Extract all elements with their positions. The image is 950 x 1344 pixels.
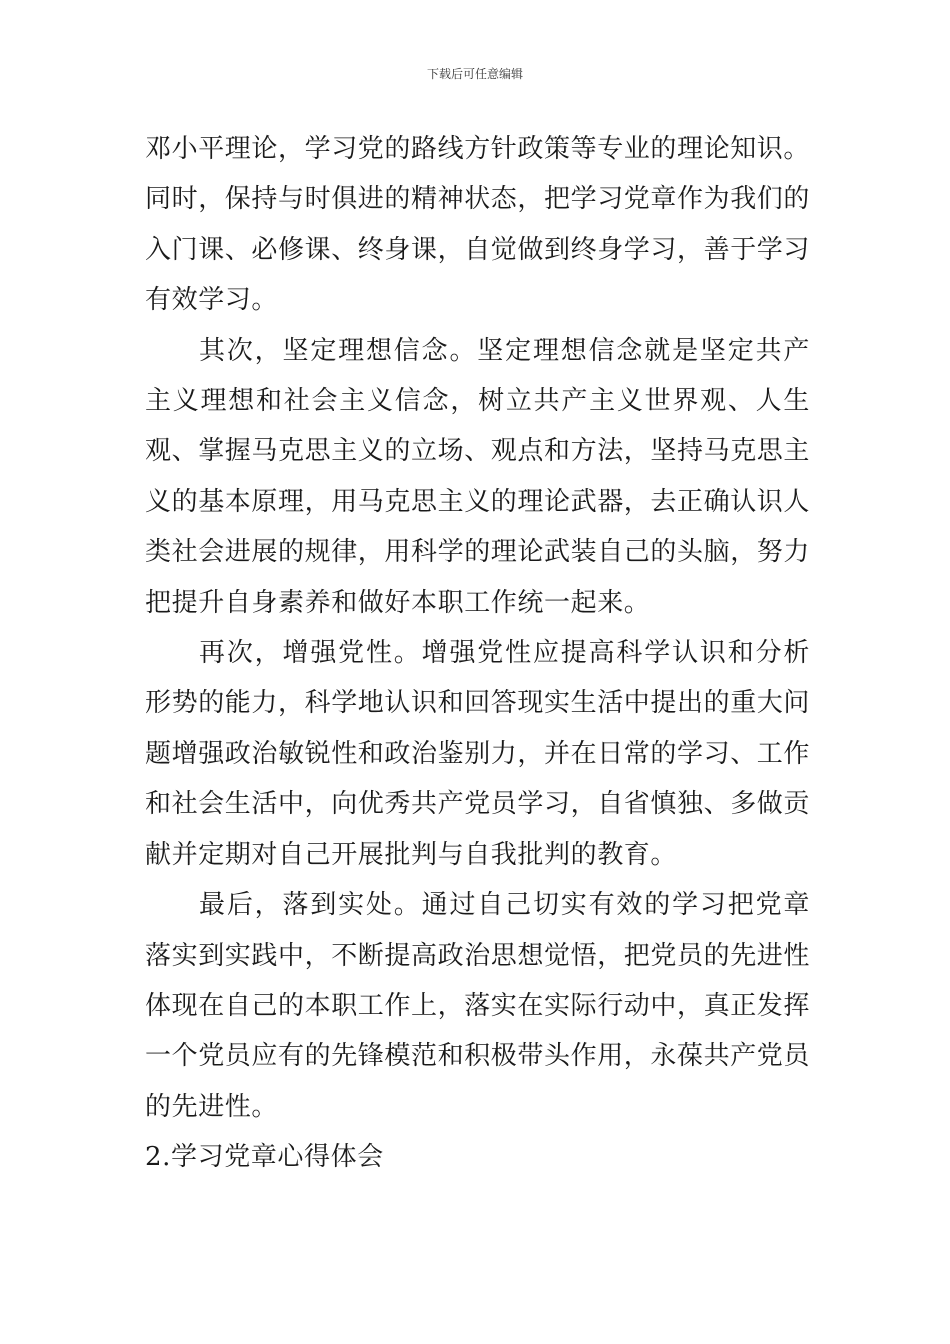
- document-body: [145, 124, 810, 1183]
- paragraph-third: 再次，增强党性。增强党性应提高科学认识和分析形势的能力，科学地认识和回答现实生活中提出的重大问题增强政治敏锐性和政治鉴别力，并在日常的学习、工作和社会生活中，向优秀共产党员学习，自省慎独、多做贡献并定期对自己开展批判与自我批判的教育。: [145, 638, 811, 870]
- paragraph-second: 其次，坚定理想信念。坚定理想信念就是坚定共产主义理想和社会主义信念，树立共产主义世界观、人生观、掌握马克思主义的立场、观点和方法，坚持马克思主义的基本原理，用马克思主义的理论武器，去正确认识人类社会进展的规律，用科学的理论武装自己的头脑，努力把提升自身素养和做好本职工作统一起来。: [145, 335, 811, 618]
- section-heading: 2.学习党章心得体会: [145, 1142, 384, 1173]
- paragraph-continuation: 邓小平理论，学习党的路线方针政策等专业的理论知识。同时，保持与时俱进的精神状态，把学习党章作为我们的入门课、必修课、终身课，自觉做到终身学习，善于学习有效学习。: [145, 134, 811, 316]
- paragraph-fourth: 最后，落到实处。通过自己切实有效的学习把党章落实到实践中，不断提高政治思想觉悟，把党员的先进性体现在自己的本职工作上，落实在实际行动中，真正发挥一个党员应有的先锋模范和积极带头作用，永葆共产党员的先进性。: [145, 890, 811, 1122]
- page-header-note: 下载后可任意编辑: [426, 67, 523, 81]
